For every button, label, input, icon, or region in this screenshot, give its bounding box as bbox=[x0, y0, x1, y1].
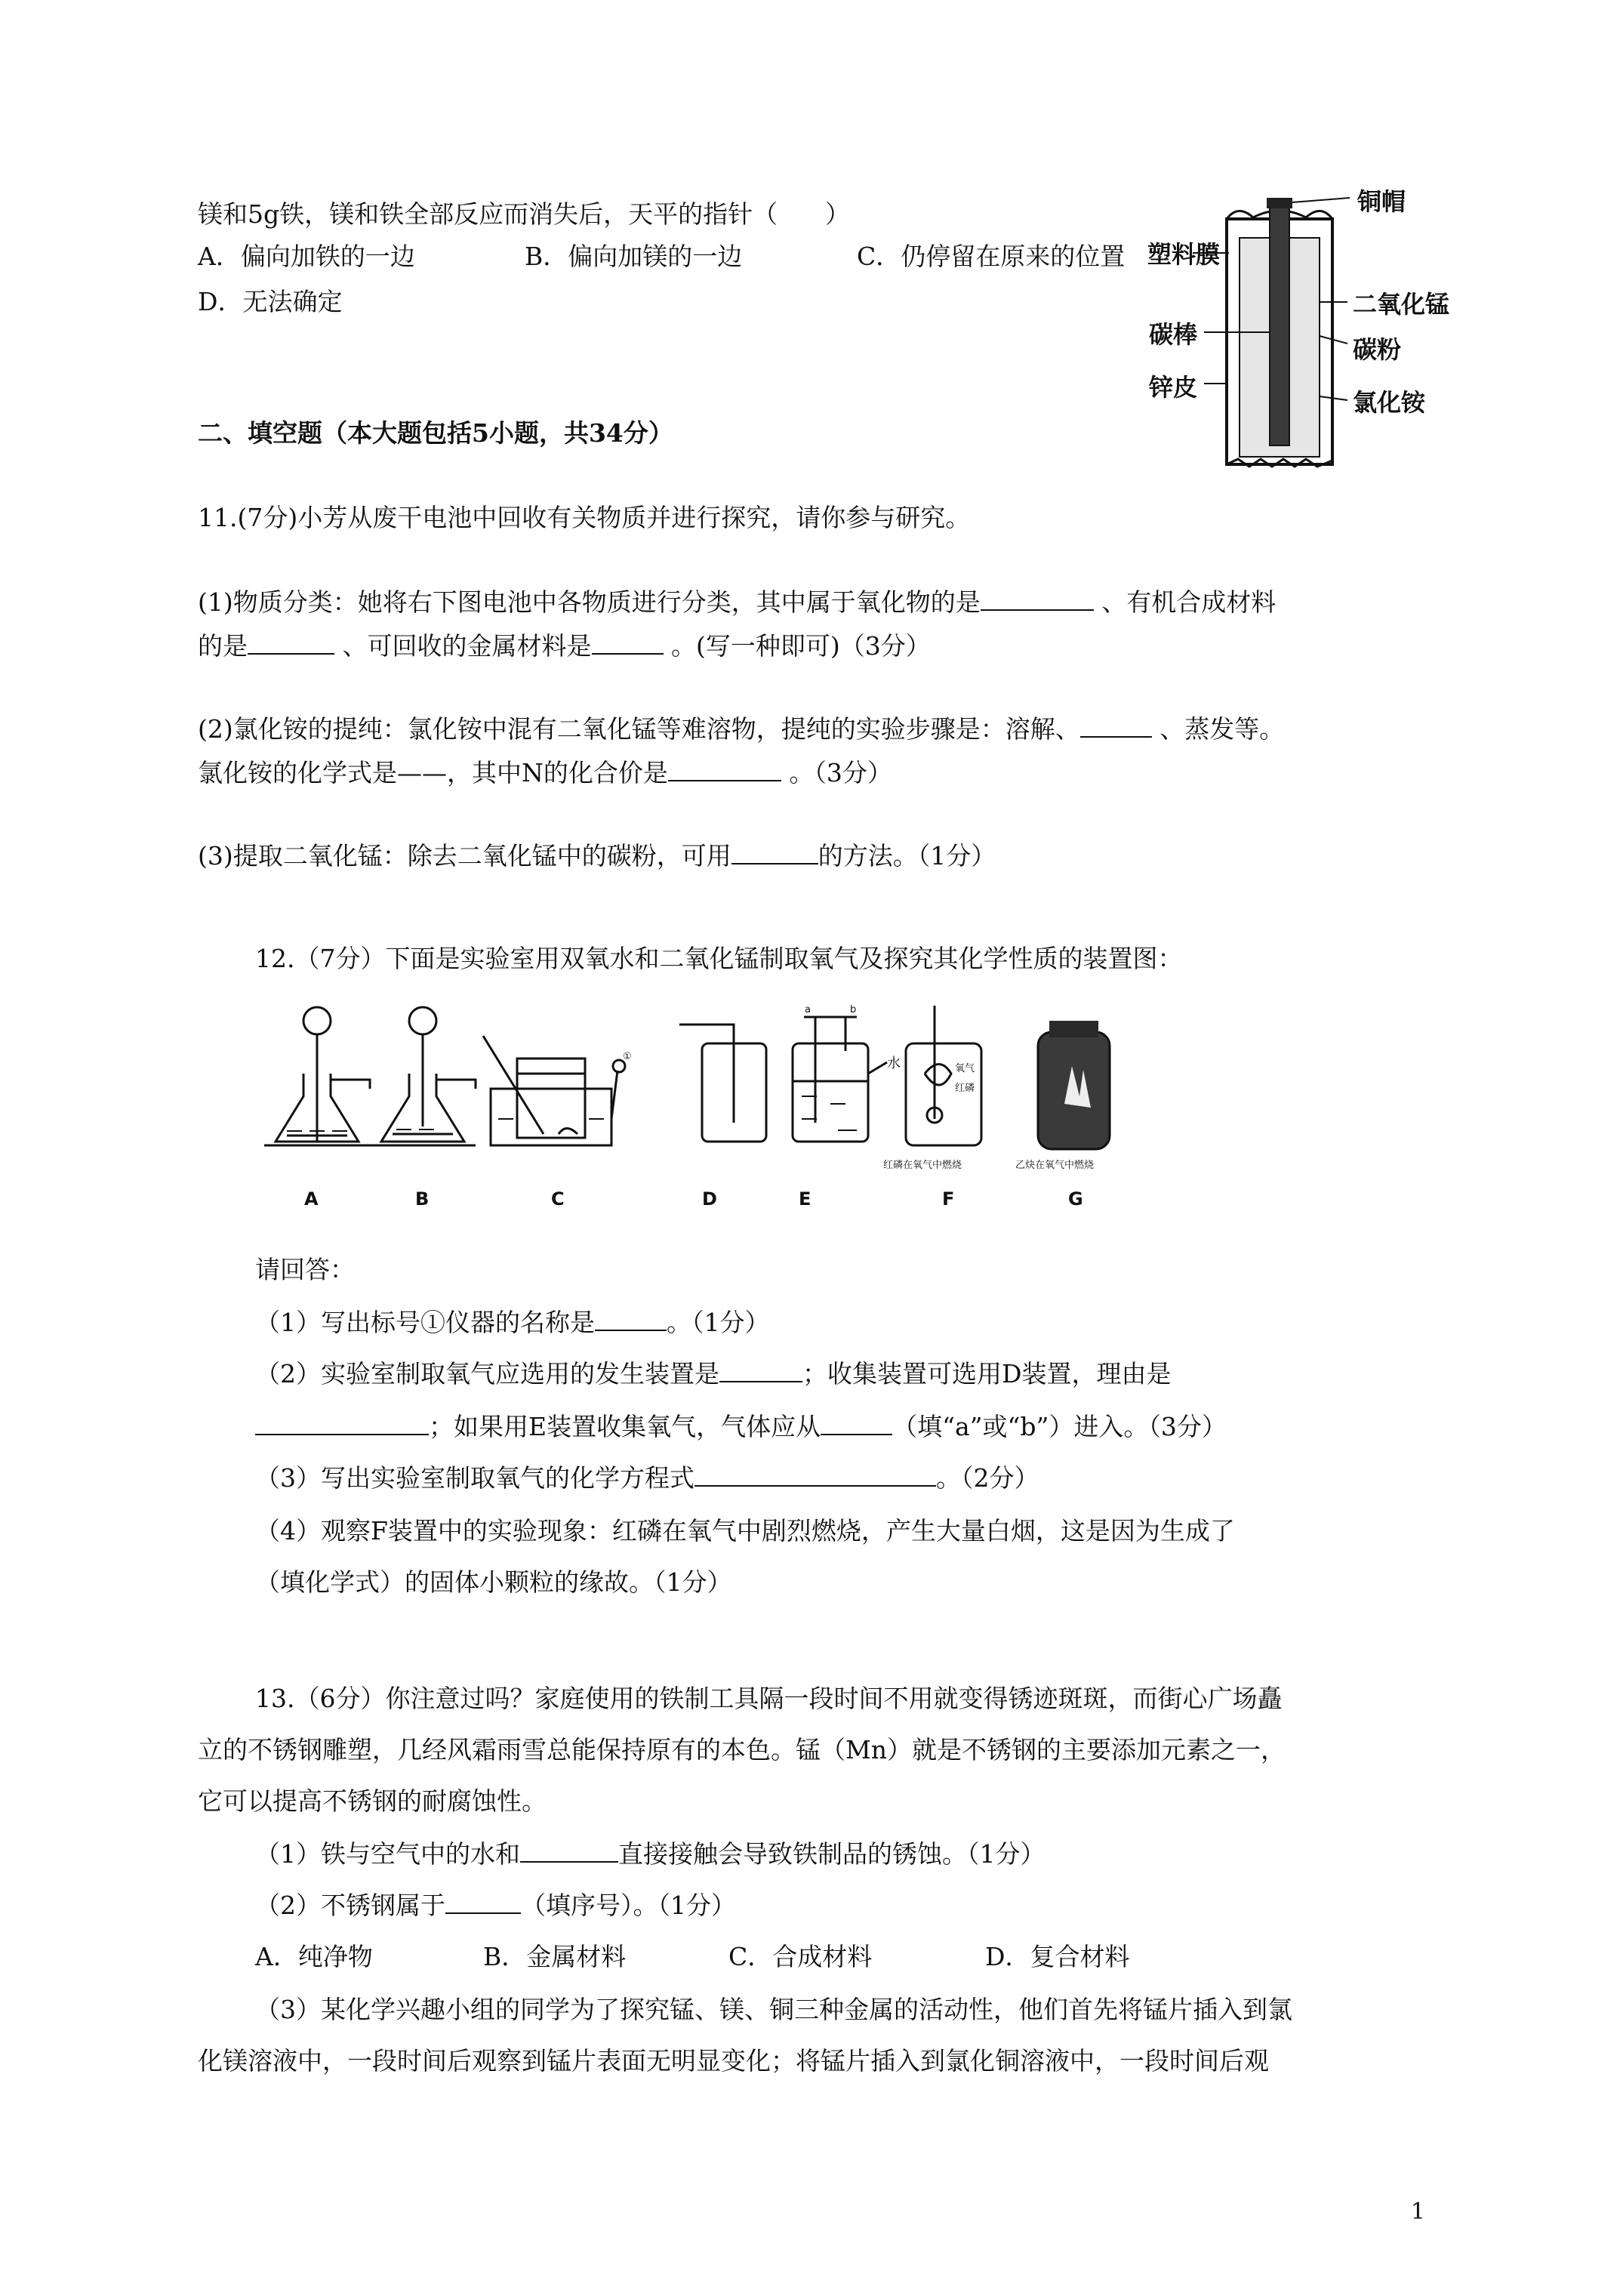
label-oxygen: 氧气 bbox=[955, 1063, 975, 1074]
q10-option-c: C．仍停留在原来的位置 bbox=[857, 242, 1126, 271]
q13-sub3-line2: 化镁溶液中，一段时间后观察到锰片表面无明显变化；将锰片插入到氯化铜溶液中，一段时间后观 bbox=[198, 2046, 1269, 2076]
marker-a: a bbox=[805, 1004, 811, 1015]
q11-part2-line2: 氯化铵的化学式是——，其中N的化合价是 。（3分） bbox=[198, 758, 892, 787]
q12-blank-generator[interactable] bbox=[719, 1358, 802, 1382]
q13-blank-material[interactable] bbox=[445, 1890, 521, 1914]
q13-sub2: （2）不锈钢属于 （填序号）。（1分） bbox=[255, 1891, 736, 1920]
q12-sub2-line1: （2）实验室制取氧气应选用的发生装置是 ；收集装置可选用D装置，理由是 bbox=[255, 1359, 1172, 1388]
q11-blank-step[interactable] bbox=[1080, 713, 1152, 738]
q11-part1-line2: 的是 、可回收的金属材料是 。(写一种即可)（3分） bbox=[198, 631, 931, 661]
q12-sub3: （3）写出实验室制取氧气的化学方程式 。（2分） bbox=[255, 1463, 1039, 1493]
label-carbon-powder: 碳粉 bbox=[1353, 335, 1402, 364]
q13-sub1: （1）铁与空气中的水和 直接接触会导致铁制品的锈蚀。（1分） bbox=[255, 1839, 1046, 1869]
q12-intro: 12.（7分）下面是实验室用双氧水和二氧化锰制取氧气及探究其化学性质的装置图： bbox=[255, 944, 1183, 973]
label-water: 水 bbox=[887, 1056, 901, 1071]
q11-blank-organic[interactable] bbox=[248, 630, 334, 655]
apparatus-figure bbox=[257, 991, 1132, 1217]
q13-line1: 13.（6分）你注意过吗？家庭使用的铁制工具隔一段时间不用就变得锈迹斑斑，而街心广场矗 bbox=[255, 1684, 1283, 1713]
q13-line3: 它可以提高不锈钢的耐腐蚀性。 bbox=[198, 1786, 547, 1816]
battery-figure bbox=[1147, 181, 1464, 483]
label-copper-cap: 铜帽 bbox=[1357, 187, 1406, 216]
q13-blank-air-component[interactable] bbox=[520, 1838, 618, 1863]
section-2-title: 二、填空题（本大题包括5小题，共34分） bbox=[198, 418, 673, 448]
q13-option-a: A．纯净物 bbox=[255, 1942, 373, 1971]
q11-blank-valence[interactable] bbox=[668, 757, 781, 781]
label-mno2: 二氧化锰 bbox=[1353, 290, 1450, 319]
q13-option-d: D．复合材料 bbox=[985, 1942, 1130, 1971]
label-carbon-rod: 碳棒 bbox=[1149, 320, 1198, 349]
q11-blank-method[interactable] bbox=[731, 840, 818, 864]
q12-answer-prompt: 请回答： bbox=[255, 1255, 355, 1284]
apparatus-diagram bbox=[257, 991, 1132, 1217]
page-number: 1 bbox=[1410, 2199, 1425, 2225]
q11-part1-line1: (1)物质分类：她将右下图电池中各物质进行分类，其中属于氧化物的是 、有机合成材料 bbox=[198, 587, 1277, 617]
q13-line2: 立的不锈钢雕塑，几经风霜雨雪总能保持原有的本色。锰（Mn）就是不锈钢的主要添加元素之一， bbox=[198, 1735, 1286, 1764]
q11-blank-oxide[interactable] bbox=[981, 587, 1094, 611]
q12-blank-equation[interactable] bbox=[694, 1462, 936, 1487]
fig-label-g: G bbox=[1068, 1188, 1083, 1210]
fig-label-e: E bbox=[799, 1188, 812, 1210]
fig-label-c: C bbox=[551, 1188, 565, 1210]
marker-1: ① bbox=[623, 1051, 632, 1062]
caption-g: 乙炔在氧气中燃烧 bbox=[1015, 1160, 1095, 1171]
q10-option-b: B．偏向加镁的一边 bbox=[525, 242, 743, 271]
q11-blank-metal[interactable] bbox=[592, 630, 664, 655]
q11-part2-line1: (2)氯化铵的提纯：氯化铵中混有二氧化锰等难溶物，提纯的实验步骤是：溶解、 、蒸发等。 bbox=[198, 714, 1285, 744]
label-nh4cl: 氯化铵 bbox=[1353, 388, 1426, 417]
q12-blank-instrument[interactable] bbox=[595, 1307, 667, 1331]
q12-sub1: （1）写出标号①仪器的名称是 。（1分） bbox=[255, 1308, 770, 1337]
q13-option-c: C．合成材料 bbox=[728, 1942, 873, 1971]
q11-part3: (3)提取二氧化锰：除去二氧化锰中的碳粉，可用 的方法。（1分） bbox=[198, 841, 996, 871]
q12-sub2-line2: ；如果用E装置收集氧气，气体应从 （填“a”或“b”）进入。（3分） bbox=[255, 1410, 1227, 1444]
q13-option-b: B．金属材料 bbox=[483, 1942, 627, 1971]
q13-sub3-line1: （3）某化学兴趣小组的同学为了探究锰、镁、铜三种金属的活动性，他们首先将锰片插入到氯 bbox=[255, 1995, 1292, 2024]
fig-label-d: D bbox=[702, 1188, 717, 1210]
fig-label-a: A bbox=[304, 1188, 319, 1210]
label-red-phosphorus: 红磷 bbox=[955, 1083, 975, 1094]
q12-sub4-line1: （4）观察F装置中的实验现象：红磷在氧气中剧烈燃烧，产生大量白烟，这是因为生成了 bbox=[255, 1516, 1235, 1546]
q12-blank-reason[interactable] bbox=[255, 1411, 429, 1435]
label-zinc-skin: 锌皮 bbox=[1149, 373, 1198, 402]
q10-stem: 镁和5g铁，镁和铁全部反应而消失后，天平的指针（ ） bbox=[198, 199, 851, 229]
label-plastic-film: 塑料膜 bbox=[1147, 240, 1221, 269]
q12-sub4-line2: （填化学式）的固体小颗粒的缘故。（1分） bbox=[255, 1567, 732, 1597]
q10-option-a: A．偏向加铁的一边 bbox=[198, 242, 415, 271]
q12-blank-inlet[interactable] bbox=[821, 1411, 892, 1435]
caption-f: 红磷在氧气中燃烧 bbox=[883, 1160, 962, 1171]
q11-intro: 11.(7分)小芳从废干电池中回收有关物质并进行探究，请你参与研究。 bbox=[198, 503, 971, 532]
fig-label-f: F bbox=[942, 1188, 955, 1210]
q10-option-d: D．无法确定 bbox=[198, 287, 343, 316]
fig-label-b: B bbox=[415, 1188, 430, 1210]
marker-b: b bbox=[850, 1004, 857, 1015]
